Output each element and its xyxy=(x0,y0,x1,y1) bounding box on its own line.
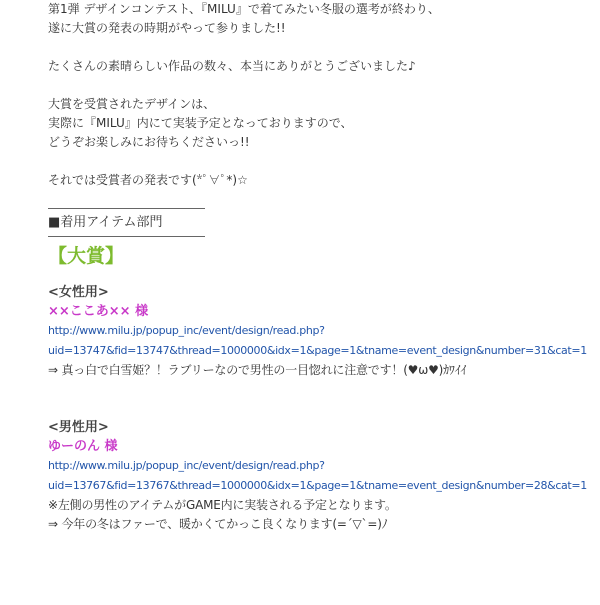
male-winner-name: ゆーのん 様 xyxy=(48,439,118,454)
award-title: 【大賞】 xyxy=(48,245,125,267)
intro-line-2: 遂に大賞の発表の時期がやって参りました!! xyxy=(48,21,286,35)
female-category: <女性用> xyxy=(48,285,109,300)
intro-line-7: それでは受賞者の発表です(*ﾟ∀ﾟ*)☆ xyxy=(48,173,248,187)
announcement-body xyxy=(48,0,593,534)
male-link-line-1: http://www.milu.jp/popup_inc/event/design/read.php? xyxy=(48,459,325,472)
male-note: ※左側の男性のアイテムがGAME内に実装される予定となります。 xyxy=(48,498,397,512)
male-design-link[interactable] xyxy=(48,456,593,496)
intro-line-5: 実際に『MILU』内にて実装予定となっておりますので、 xyxy=(48,116,353,130)
male-category: <男性用> xyxy=(48,420,109,435)
female-comment: ⇒ 真っ白で白雪姫？！ラブリーなので男性の一目惚れに注意です！(♥ω♥)ｶﾜｲｲ xyxy=(48,363,467,377)
intro-line-4: 大賞を受賞されたデザインは、 xyxy=(48,97,216,111)
male-comment: ⇒ 今年の冬はファーで、暖かくてかっこ良くなります(=´▽`=)ﾉ xyxy=(48,517,388,531)
female-winner-block xyxy=(48,283,593,380)
female-winner-name: ××ここあ×× 様 xyxy=(48,304,149,319)
female-link-line-2: uid=13747&fid=13747&thread=1000000&idx=1&page=1&tname=event_design&number=31&cat=1 xyxy=(48,344,587,357)
section-divider-bottom xyxy=(48,236,205,237)
male-winner-block xyxy=(48,418,593,534)
intro-line-1: 第1弾 デザインコンテスト、『MILU』で着てみたい冬服の選考が終わり、 xyxy=(48,2,440,16)
section-title: ■着用アイテム部門 xyxy=(48,215,163,230)
female-link-line-1: http://www.milu.jp/popup_inc/event/design/read.php? xyxy=(48,324,325,337)
intro-line-3: たくさんの素晴らしい作品の数々、本当にありがとうございました♪ xyxy=(48,59,416,73)
intro-line-6: どうぞお楽しみにお待ちくださいっ!! xyxy=(48,135,250,149)
male-link-line-2: uid=13767&fid=13767&thread=1000000&idx=1&page=1&tname=event_design&number=28&cat=1 xyxy=(48,479,587,492)
female-design-link[interactable] xyxy=(48,321,593,361)
